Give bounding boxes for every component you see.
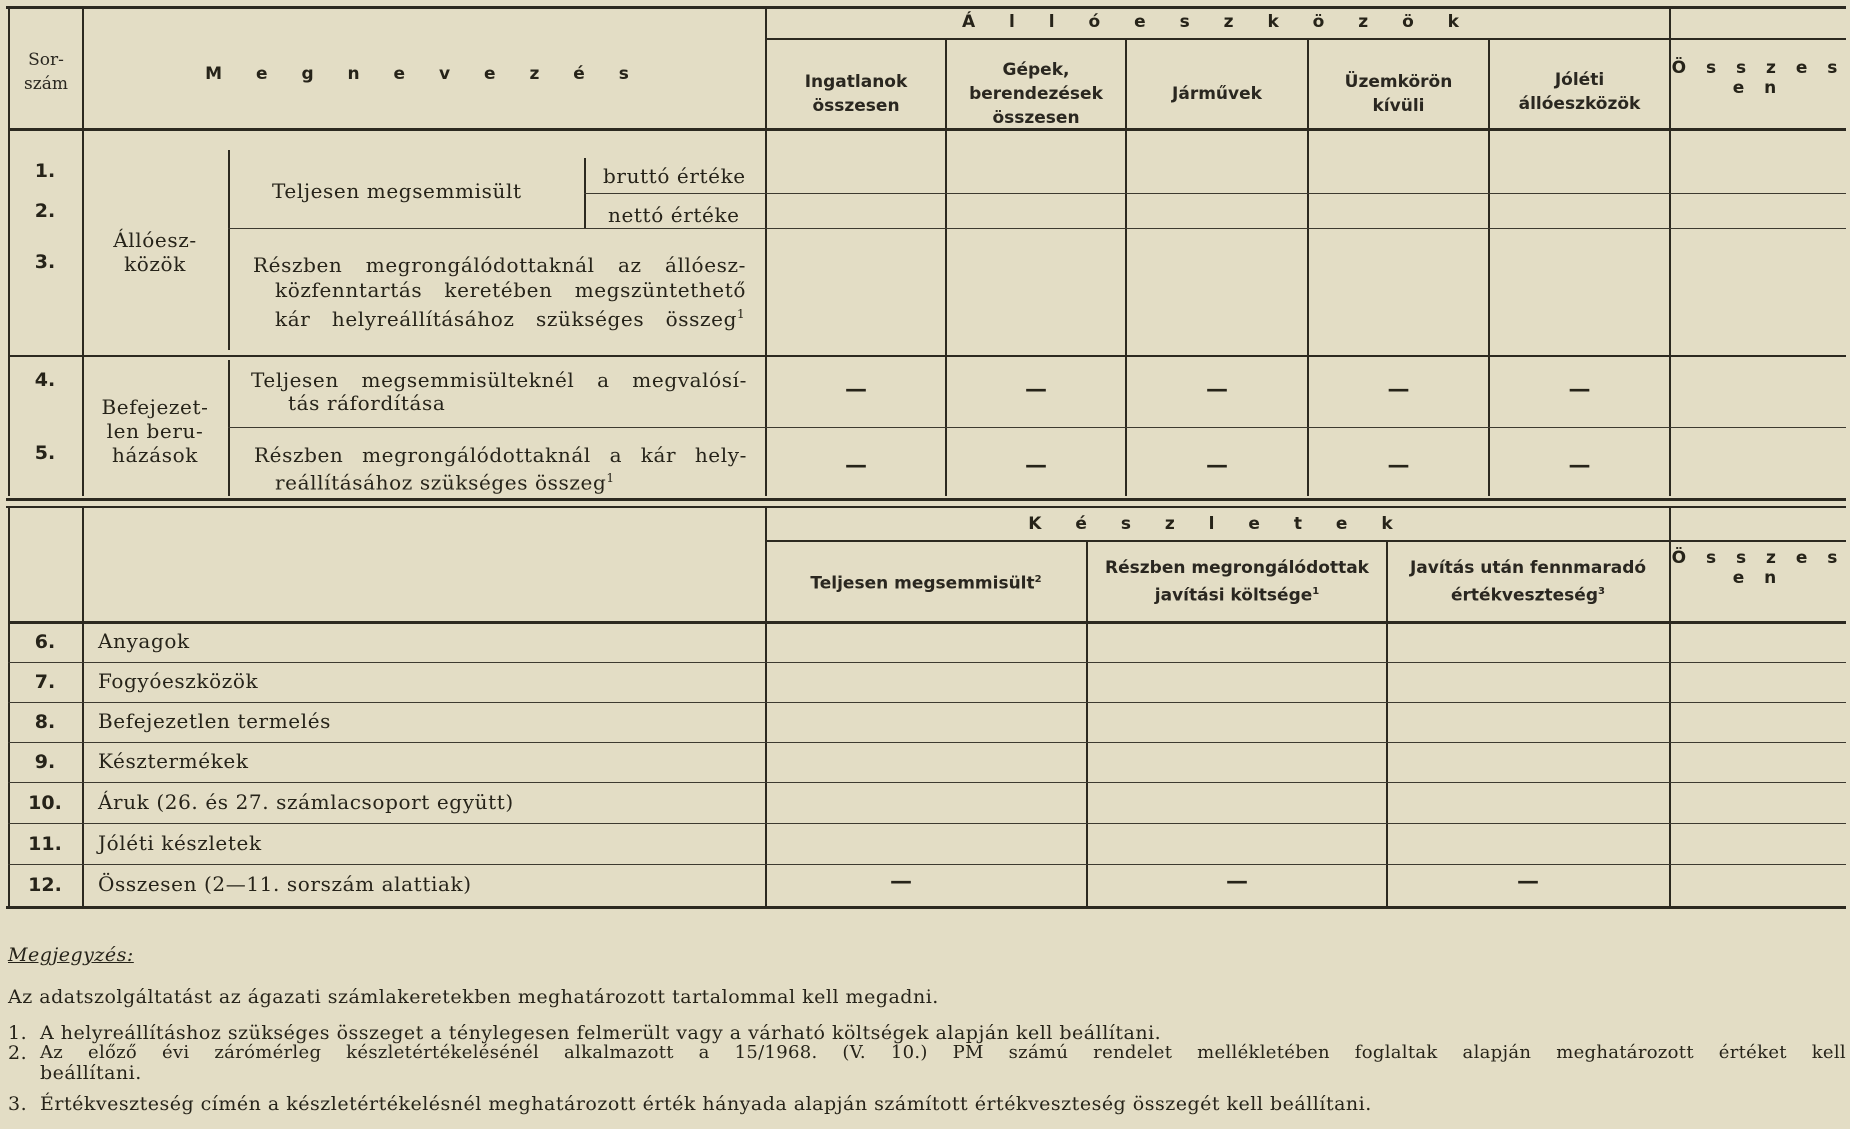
col-ingatlanok: Ingatlanok összesen [804, 72, 908, 116]
megnevezes-header: M e g n e v e z é s [205, 64, 643, 84]
row3-line2: közfenntartás keretében megszüntethető [275, 278, 746, 302]
dash-r12-c3: — [1517, 868, 1539, 894]
row-label-8: Befejezetlen termelés [98, 709, 332, 733]
col-teljesen-sup: 2 [1034, 574, 1042, 585]
row-num-4: 4. [34, 369, 56, 391]
notes-title: Megjegyzés: [8, 944, 134, 966]
row3-line3-text: kár helyreállításához szükséges összeg [275, 306, 737, 331]
row-label-6: Anyagok [98, 629, 190, 653]
row5-line1: Részben megrongálódottaknál a kár hely- [254, 443, 747, 467]
row5-line2 [275, 466, 615, 496]
alloeszkozok-header: Á l l ó e s z k ö z ö k [961, 12, 1473, 32]
col-reszben [1087, 556, 1387, 608]
row3-line1: Részben megrongálódottaknál az állóesz- [253, 253, 746, 277]
col-javitas-text: Javítás után fennmaradó értékveszteség [1409, 558, 1647, 606]
col-gepek: Gépek, berendezések összesen [969, 60, 1103, 128]
notes-intro: Az adatszolgáltatást az ágazati számlakeretekben meghatározott tartalommal kell megadni. [8, 986, 939, 1008]
label-netto-erteke: nettó értéke [608, 203, 740, 227]
label-teljesen-megsemmisult: Teljesen megsemmisült [272, 179, 522, 203]
note-3-number: 3. [8, 1093, 28, 1115]
row3-line3 [275, 302, 746, 332]
note-2-number: 2. [8, 1042, 28, 1064]
note-1-number: 1. [8, 1022, 28, 1044]
row-num-5: 5. [34, 442, 56, 464]
col-reszben-text: Részben megrongálódottak javítási költsége [1105, 558, 1369, 606]
row-label-10: Áruk (26. és 27. számlacsoport együtt) [98, 790, 514, 814]
row-num-2: 2. [34, 200, 56, 222]
note-2-line1: Az előző évi zárómérleg készletértékelésénél alkalmazott a 15/1968. (V. 10.) PM számú rendelet mellékletében foglaltak alapján meghatározott értéket kell [40, 1042, 1846, 1063]
dash-r4-c2: — [1025, 376, 1047, 402]
dash-r4-c1: — [845, 376, 867, 402]
row-num-11: 11. [28, 833, 62, 855]
dash-r5-c4: — [1387, 452, 1410, 478]
row-num-8: 8. [34, 711, 56, 733]
col-teljesen-megsemmisult [766, 568, 1086, 596]
dash-r4-c4: — [1387, 376, 1410, 402]
dash-r12-c2: — [1226, 868, 1248, 894]
group-befejezetlen: Befejezet- len beru- házások [101, 395, 209, 467]
row-num-3: 3. [34, 251, 56, 273]
row-num-9: 9. [34, 751, 56, 773]
col-javitas-sup: 3 [1598, 586, 1605, 597]
col-uzemkoron: Üzemkörön kívüli [1344, 72, 1453, 116]
dash-r5-c2: — [1025, 452, 1047, 478]
row-label-12: Összesen (2—11. sorszám alattiak) [98, 872, 472, 896]
keszletek-header: K é s z l e t e k [1028, 514, 1407, 534]
row-num-7: 7. [34, 671, 56, 693]
note-2-line2: beállítani. [40, 1062, 142, 1084]
row-num-6: 6. [34, 631, 56, 653]
row-label-7: Fogyóeszközök [98, 669, 259, 693]
row5-footnote: 1 [606, 471, 615, 485]
col-teljesen-text: Teljesen megsemmisült [810, 573, 1035, 594]
col-keszletek-osszesen: Ö s s z e s e n [1671, 548, 1845, 588]
dash-r5-c5: — [1568, 452, 1591, 478]
col-osszesen: Ö s s z e s e n [1671, 58, 1845, 98]
dash-r12-c1: — [890, 868, 912, 894]
label-brutto-erteke: bruttó értéke [603, 164, 746, 188]
note-3-text: Értékveszteség címén a készletértékelésnél meghatározott érték hányada alapján számított értékveszteség összegét kell beállítani. [40, 1093, 1372, 1115]
dash-r5-c1: — [845, 452, 867, 478]
dash-r5-c3: — [1206, 452, 1228, 478]
col-jarmuvek: Járművek [1172, 84, 1262, 104]
note-1-text: A helyreállításhoz szükséges összeget a ténylegesen felmerült vagy a várható költségek alapján kell beállítani. [40, 1022, 1162, 1044]
row4-line1: Teljesen megsemmisülteknél a megvalósí- [251, 368, 747, 392]
row-num-12: 12. [28, 874, 62, 896]
row-label-9: Késztermékek [98, 749, 249, 773]
col-reszben-sup: 1 [1312, 586, 1320, 597]
row4-line2: tás ráfordítása [288, 391, 446, 415]
sorszam-header: Sor- szám [24, 50, 68, 94]
col-javitas [1387, 556, 1669, 608]
row-num-1: 1. [34, 160, 56, 182]
dash-r4-c3: — [1206, 376, 1228, 402]
group-alloeszkozok: Állóesz- közök [113, 228, 197, 276]
row-label-11: Jóléti készletek [98, 831, 262, 855]
row-num-10: 10. [28, 792, 62, 814]
row5-line2-text: reállításához szükséges összeg [275, 470, 607, 495]
row3-footnote: 1 [737, 307, 746, 321]
dash-r4-c5: — [1568, 376, 1591, 402]
col-joleti: Jóléti állóeszközök [1518, 70, 1641, 114]
